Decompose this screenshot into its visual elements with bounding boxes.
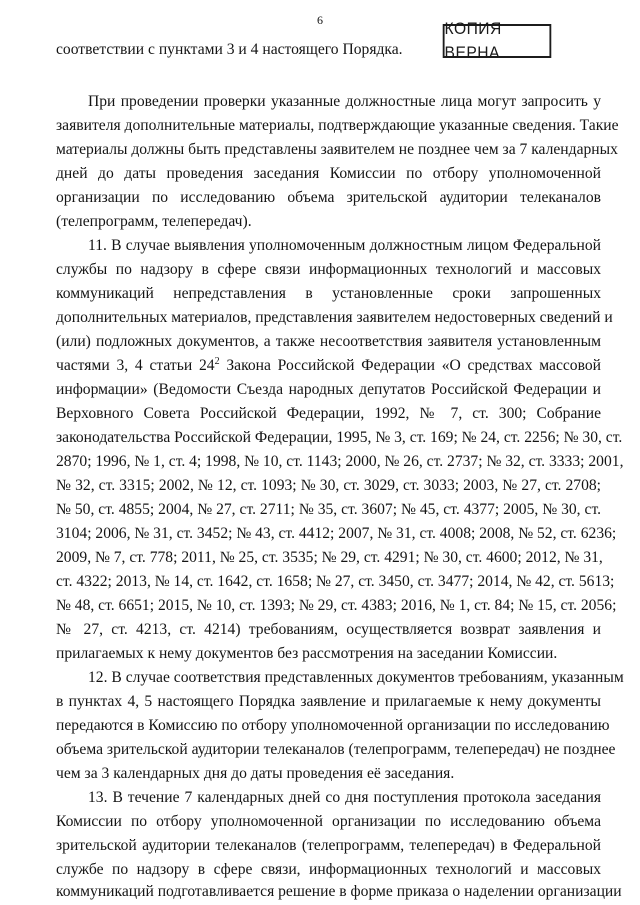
text-line: № 27, ст. 4213, ст. 4214) требованиям, осуществляется возврат заявления и — [56, 621, 601, 638]
text-line: 12. В случае соответствия представленных документов требованиям, указанным — [88, 669, 624, 686]
text-line: № 32, ст. 3315; 2002, № 12, ст. 1093; № 30, ст. 3029, ст. 3033; 2003, № 27, ст. 2708; — [56, 477, 601, 494]
text-line: законодательства Российской Федерации, 1995, № 3, ст. 169; № 24, ст. 2256; № 30, ст. — [56, 429, 623, 446]
text-line: 11. В случае выявления уполномоченным должностным лицом Федеральной — [88, 237, 601, 254]
text-line: При проведении проверки указанные должностные лица могут запросить у — [88, 93, 601, 110]
certified-copy-stamp: КОПИЯ ВЕРНА — [443, 24, 552, 58]
text-line: материалы должны быть представлены заявителем не позднее чем за 7 календарных — [56, 141, 618, 158]
text-line: прилагаемых к нему документов без рассмотрения на заседании Комиссии. — [56, 645, 558, 662]
text-line: (телепрограмм, телепередач). — [56, 213, 252, 230]
text-line: дополнительных материалов, представления заявителем недостоверных сведений и — [56, 309, 613, 326]
page-number: 6 — [317, 13, 323, 27]
text-line: Верховного Совета Российской Федерации, 1992, № 7, ст. 300; Собрание — [56, 405, 601, 422]
text-line: объема зрительской аудитории телеканалов (телепрограмм, телепередач) не позднее — [56, 741, 616, 758]
text-line: ст. 4322; 2013, № 14, ст. 1642, ст. 1658; № 27, ст. 3450, ст. 3477; 2014, № 42, ст. 5613; — [56, 573, 615, 590]
text-line: Комиссии по отбору уполномоченной организации по исследованию объема — [56, 813, 601, 830]
text-line: соответствии с пунктами 3 и 4 настоящего Порядка. — [56, 41, 403, 58]
text-line: информации» (Ведомости Съезда народных депутатов Российской Федерации и — [56, 381, 601, 398]
text-line: заявителя дополнительные материалы, подтверждающие указанные сведения. Такие — [56, 117, 619, 134]
superscript: 2 — [214, 355, 220, 367]
text-line: 3104; 2006, № 31, ст. 3452; № 43, ст. 4412; 2007, № 31, ст. 4008; 2008, № 52, ст. 6236; — [56, 525, 617, 542]
text-line: дней до даты проведения заседания Комиссии по отбору уполномоченной — [56, 165, 601, 182]
text-line: частями 3, 4 статьи $24^2$ Закона Российской Федерации «О средствах массовой — [56, 355, 601, 374]
text-line: передаются в Комиссию по отбору уполномоченной организации по исследованию — [56, 717, 610, 734]
text-line: чем за 3 календарных дня до даты проведения её заседания. — [56, 765, 455, 782]
text-line: в пунктах 4, 5 настоящего Порядка заявление и прилагаемые к нему документы — [56, 693, 601, 710]
text-line: 2009, № 7, ст. 778; 2011, № 25, ст. 3535; № 29, ст. 4291; № 30, ст. 4600; 2012, № 31, — [56, 549, 603, 566]
text-line: 13. В течение 7 календарных дней со дня поступления протокола заседания — [88, 789, 601, 806]
text-line: 2870; 1996, № 1, ст. 4; 1998, № 10, ст. 1143; 2000, № 26, ст. 2737; № 32, ст. 3333; 2001, — [56, 453, 624, 470]
text-line: коммуникаций подготавливается решение в форме приказа о наделении организации — [56, 883, 622, 900]
text-line: № 48, ст. 6651; 2015, № 10, ст. 1393; № 29, ст. 4383; 2016, № 1, ст. 84; № 15, ст. 2056; — [56, 597, 617, 614]
text-line: коммуникаций непредставления в установленные сроки запрошенных — [56, 285, 601, 302]
text-line: зрительской аудитории телеканалов (телепрограмм, телепередач) в Федеральной — [56, 837, 601, 854]
text-line: организации по исследованию объема зрительской аудитории телеканалов — [56, 189, 601, 206]
text-line: № 50, ст. 4855; 2004, № 27, ст. 2711; № 35, ст. 3607; № 45, ст. 4377; 2005, № 30, ст. — [56, 501, 601, 518]
text-line: службы по надзору в сфере связи информационных технологий и массовых — [56, 261, 601, 278]
text-line: (или) подложных документов, а также несоответствия заявителя установленным — [56, 333, 601, 350]
text-line: службе по надзору в сфере связи, информационных технологий и массовых — [56, 861, 601, 878]
